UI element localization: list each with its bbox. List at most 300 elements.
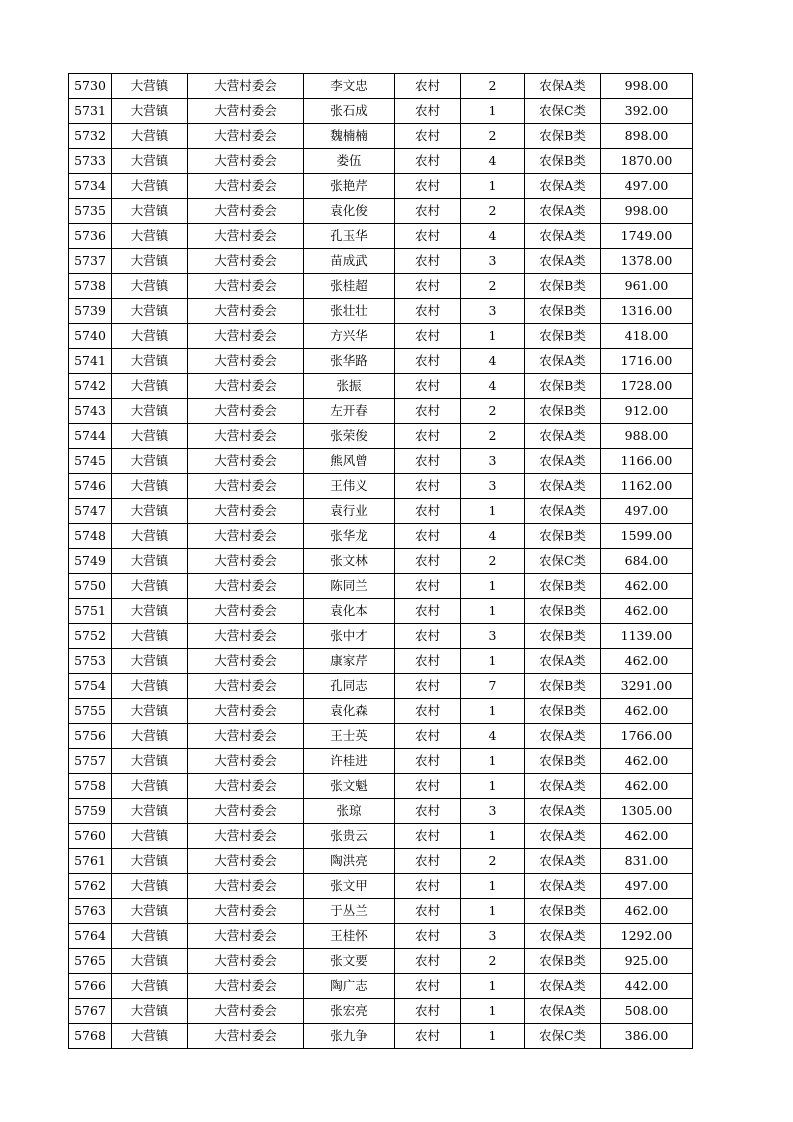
- cell-household-type: 农村: [395, 424, 461, 449]
- cell-person-count: 4: [461, 224, 525, 249]
- cell-person-count: 2: [461, 424, 525, 449]
- cell-name: 张贵云: [304, 824, 395, 849]
- cell-amount: 462.00: [601, 749, 693, 774]
- cell-name: 张华龙: [304, 524, 395, 549]
- cell-village: 大营村委会: [188, 974, 304, 999]
- cell-person-count: 1: [461, 499, 525, 524]
- cell-serial-number: 5743: [69, 399, 112, 424]
- cell-person-count: 1: [461, 1024, 525, 1049]
- cell-village: 大营村委会: [188, 74, 304, 99]
- cell-amount: 925.00: [601, 949, 693, 974]
- cell-household-type: 农村: [395, 599, 461, 624]
- cell-village: 大营村委会: [188, 849, 304, 874]
- cell-amount: 998.00: [601, 74, 693, 99]
- cell-serial-number: 5744: [69, 424, 112, 449]
- cell-village: 大营村委会: [188, 324, 304, 349]
- cell-name: 张艳芹: [304, 174, 395, 199]
- cell-amount: 1378.00: [601, 249, 693, 274]
- table-row: [69, 1024, 693, 1049]
- table-row: [69, 124, 693, 149]
- cell-household-type: 农村: [395, 749, 461, 774]
- cell-person-count: 4: [461, 349, 525, 374]
- cell-serial-number: 5756: [69, 724, 112, 749]
- cell-household-type: 农村: [395, 374, 461, 399]
- table-row: [69, 274, 693, 299]
- cell-name: 左开春: [304, 399, 395, 424]
- cell-household-type: 农村: [395, 299, 461, 324]
- cell-amount: 1716.00: [601, 349, 693, 374]
- cell-serial-number: 5736: [69, 224, 112, 249]
- cell-category: 农保A类: [525, 74, 601, 99]
- cell-category: 农保B类: [525, 574, 601, 599]
- cell-category: 农保B类: [525, 274, 601, 299]
- cell-town: 大营镇: [112, 899, 188, 924]
- cell-household-type: 农村: [395, 399, 461, 424]
- table-row: [69, 399, 693, 424]
- cell-village: 大营村委会: [188, 899, 304, 924]
- cell-household-type: 农村: [395, 874, 461, 899]
- cell-category: 农保B类: [525, 674, 601, 699]
- cell-serial-number: 5764: [69, 924, 112, 949]
- table-row: [69, 999, 693, 1024]
- cell-amount: 462.00: [601, 599, 693, 624]
- table-row: [69, 474, 693, 499]
- cell-category: 农保B类: [525, 149, 601, 174]
- cell-village: 大营村委会: [188, 699, 304, 724]
- cell-name: 王士英: [304, 724, 395, 749]
- table-row: [69, 74, 693, 99]
- cell-category: 农保B类: [525, 949, 601, 974]
- table-row: [69, 724, 693, 749]
- cell-name: 张中才: [304, 624, 395, 649]
- cell-town: 大营镇: [112, 399, 188, 424]
- table-row: [69, 824, 693, 849]
- cell-person-count: 2: [461, 199, 525, 224]
- cell-household-type: 农村: [395, 824, 461, 849]
- cell-amount: 1316.00: [601, 299, 693, 324]
- cell-amount: 497.00: [601, 499, 693, 524]
- cell-village: 大营村委会: [188, 299, 304, 324]
- cell-town: 大营镇: [112, 849, 188, 874]
- cell-name: 熊风曾: [304, 449, 395, 474]
- cell-category: 农保A类: [525, 999, 601, 1024]
- cell-category: 农保B类: [525, 374, 601, 399]
- table-row: [69, 649, 693, 674]
- cell-name: 许桂进: [304, 749, 395, 774]
- cell-household-type: 农村: [395, 674, 461, 699]
- cell-village: 大营村委会: [188, 499, 304, 524]
- cell-name: 张九争: [304, 1024, 395, 1049]
- cell-person-count: 1: [461, 649, 525, 674]
- cell-category: 农保B类: [525, 524, 601, 549]
- cell-serial-number: 5745: [69, 449, 112, 474]
- cell-category: 农保A类: [525, 474, 601, 499]
- table-row: [69, 574, 693, 599]
- cell-household-type: 农村: [395, 1024, 461, 1049]
- cell-serial-number: 5752: [69, 624, 112, 649]
- cell-amount: 418.00: [601, 324, 693, 349]
- cell-person-count: 3: [461, 299, 525, 324]
- cell-town: 大营镇: [112, 1024, 188, 1049]
- cell-town: 大营镇: [112, 424, 188, 449]
- cell-village: 大营村委会: [188, 874, 304, 899]
- cell-household-type: 农村: [395, 124, 461, 149]
- cell-household-type: 农村: [395, 449, 461, 474]
- cell-town: 大营镇: [112, 724, 188, 749]
- cell-amount: 1599.00: [601, 524, 693, 549]
- cell-town: 大营镇: [112, 624, 188, 649]
- cell-serial-number: 5760: [69, 824, 112, 849]
- cell-town: 大营镇: [112, 374, 188, 399]
- cell-name: 方兴华: [304, 324, 395, 349]
- cell-serial-number: 5754: [69, 674, 112, 699]
- cell-village: 大营村委会: [188, 149, 304, 174]
- cell-category: 农保A类: [525, 724, 601, 749]
- cell-household-type: 农村: [395, 324, 461, 349]
- cell-household-type: 农村: [395, 224, 461, 249]
- cell-category: 农保A类: [525, 974, 601, 999]
- cell-serial-number: 5733: [69, 149, 112, 174]
- cell-household-type: 农村: [395, 574, 461, 599]
- cell-amount: 462.00: [601, 649, 693, 674]
- cell-household-type: 农村: [395, 474, 461, 499]
- table-row: [69, 299, 693, 324]
- cell-household-type: 农村: [395, 999, 461, 1024]
- cell-name: 张石成: [304, 99, 395, 124]
- cell-village: 大营村委会: [188, 99, 304, 124]
- cell-village: 大营村委会: [188, 524, 304, 549]
- cell-amount: 1766.00: [601, 724, 693, 749]
- table-row: [69, 974, 693, 999]
- cell-category: 农保A类: [525, 924, 601, 949]
- cell-household-type: 农村: [395, 649, 461, 674]
- cell-serial-number: 5755: [69, 699, 112, 724]
- cell-category: 农保A类: [525, 224, 601, 249]
- table-row: [69, 899, 693, 924]
- cell-name: 陈同兰: [304, 574, 395, 599]
- cell-category: 农保A类: [525, 249, 601, 274]
- cell-category: 农保A类: [525, 349, 601, 374]
- cell-household-type: 农村: [395, 349, 461, 374]
- cell-person-count: 4: [461, 724, 525, 749]
- cell-village: 大营村委会: [188, 374, 304, 399]
- cell-town: 大营镇: [112, 74, 188, 99]
- cell-household-type: 农村: [395, 849, 461, 874]
- cell-town: 大营镇: [112, 224, 188, 249]
- cell-name: 娄伍: [304, 149, 395, 174]
- cell-town: 大营镇: [112, 149, 188, 174]
- cell-household-type: 农村: [395, 149, 461, 174]
- cell-amount: 386.00: [601, 1024, 693, 1049]
- cell-household-type: 农村: [395, 699, 461, 724]
- cell-amount: 462.00: [601, 899, 693, 924]
- cell-serial-number: 5767: [69, 999, 112, 1024]
- cell-town: 大营镇: [112, 924, 188, 949]
- cell-amount: 462.00: [601, 774, 693, 799]
- table-row: [69, 249, 693, 274]
- cell-category: 农保B类: [525, 624, 601, 649]
- cell-category: 农保B类: [525, 124, 601, 149]
- cell-household-type: 农村: [395, 799, 461, 824]
- cell-person-count: 3: [461, 799, 525, 824]
- cell-amount: 1870.00: [601, 149, 693, 174]
- table-row: [69, 799, 693, 824]
- cell-category: 农保B类: [525, 399, 601, 424]
- cell-category: 农保B类: [525, 699, 601, 724]
- cell-town: 大营镇: [112, 649, 188, 674]
- cell-household-type: 农村: [395, 774, 461, 799]
- cell-category: 农保B类: [525, 899, 601, 924]
- cell-amount: 998.00: [601, 199, 693, 224]
- cell-village: 大营村委会: [188, 949, 304, 974]
- cell-village: 大营村委会: [188, 574, 304, 599]
- cell-name: 袁化俊: [304, 199, 395, 224]
- cell-village: 大营村委会: [188, 124, 304, 149]
- cell-town: 大营镇: [112, 974, 188, 999]
- cell-person-count: 4: [461, 374, 525, 399]
- cell-person-count: 1: [461, 599, 525, 624]
- cell-serial-number: 5738: [69, 274, 112, 299]
- cell-serial-number: 5740: [69, 324, 112, 349]
- cell-village: 大营村委会: [188, 999, 304, 1024]
- cell-category: 农保B类: [525, 599, 601, 624]
- cell-serial-number: 5751: [69, 599, 112, 624]
- cell-person-count: 4: [461, 149, 525, 174]
- cell-name: 张荣俊: [304, 424, 395, 449]
- cell-person-count: 2: [461, 74, 525, 99]
- cell-village: 大营村委会: [188, 424, 304, 449]
- cell-town: 大营镇: [112, 499, 188, 524]
- cell-name: 张壮壮: [304, 299, 395, 324]
- cell-amount: 3291.00: [601, 674, 693, 699]
- cell-category: 农保C类: [525, 99, 601, 124]
- cell-amount: 898.00: [601, 124, 693, 149]
- cell-village: 大营村委会: [188, 274, 304, 299]
- cell-category: 农保A类: [525, 824, 601, 849]
- cell-village: 大营村委会: [188, 1024, 304, 1049]
- cell-person-count: 3: [461, 924, 525, 949]
- cell-town: 大营镇: [112, 549, 188, 574]
- cell-serial-number: 5750: [69, 574, 112, 599]
- cell-person-count: 3: [461, 249, 525, 274]
- cell-person-count: 1: [461, 874, 525, 899]
- cell-person-count: 1: [461, 749, 525, 774]
- cell-serial-number: 5758: [69, 774, 112, 799]
- cell-village: 大营村委会: [188, 474, 304, 499]
- table-row: [69, 749, 693, 774]
- cell-person-count: 1: [461, 99, 525, 124]
- cell-town: 大营镇: [112, 749, 188, 774]
- cell-town: 大营镇: [112, 699, 188, 724]
- cell-amount: 497.00: [601, 874, 693, 899]
- cell-household-type: 农村: [395, 499, 461, 524]
- cell-town: 大营镇: [112, 599, 188, 624]
- cell-person-count: 1: [461, 824, 525, 849]
- table-row: [69, 874, 693, 899]
- cell-household-type: 农村: [395, 724, 461, 749]
- cell-name: 张振: [304, 374, 395, 399]
- cell-household-type: 农村: [395, 899, 461, 924]
- cell-category: 农保C类: [525, 549, 601, 574]
- table-row: [69, 199, 693, 224]
- cell-household-type: 农村: [395, 99, 461, 124]
- cell-amount: 462.00: [601, 699, 693, 724]
- cell-category: 农保A类: [525, 499, 601, 524]
- cell-serial-number: 5762: [69, 874, 112, 899]
- cell-serial-number: 5741: [69, 349, 112, 374]
- cell-person-count: 3: [461, 624, 525, 649]
- cell-amount: 1749.00: [601, 224, 693, 249]
- cell-town: 大营镇: [112, 949, 188, 974]
- cell-name: 孔同志: [304, 674, 395, 699]
- cell-name: 于丛兰: [304, 899, 395, 924]
- cell-town: 大营镇: [112, 324, 188, 349]
- cell-village: 大营村委会: [188, 399, 304, 424]
- cell-category: 农保A类: [525, 774, 601, 799]
- cell-person-count: 3: [461, 474, 525, 499]
- cell-category: 农保A类: [525, 874, 601, 899]
- table-body: [69, 74, 693, 1049]
- cell-town: 大营镇: [112, 474, 188, 499]
- cell-category: 农保A类: [525, 799, 601, 824]
- cell-town: 大营镇: [112, 449, 188, 474]
- cell-name: 孔玉华: [304, 224, 395, 249]
- cell-name: 张文林: [304, 549, 395, 574]
- cell-category: 农保A类: [525, 174, 601, 199]
- table-row: [69, 549, 693, 574]
- cell-amount: 988.00: [601, 424, 693, 449]
- cell-village: 大营村委会: [188, 599, 304, 624]
- cell-town: 大营镇: [112, 274, 188, 299]
- cell-person-count: 1: [461, 974, 525, 999]
- cell-serial-number: 5765: [69, 949, 112, 974]
- cell-person-count: 2: [461, 124, 525, 149]
- cell-person-count: 2: [461, 849, 525, 874]
- cell-name: 康家芹: [304, 649, 395, 674]
- cell-name: 张桂超: [304, 274, 395, 299]
- cell-household-type: 农村: [395, 924, 461, 949]
- cell-amount: 961.00: [601, 274, 693, 299]
- cell-household-type: 农村: [395, 249, 461, 274]
- cell-amount: 1728.00: [601, 374, 693, 399]
- table-row: [69, 624, 693, 649]
- cell-village: 大营村委会: [188, 774, 304, 799]
- cell-serial-number: 5766: [69, 974, 112, 999]
- cell-household-type: 农村: [395, 974, 461, 999]
- cell-village: 大营村委会: [188, 724, 304, 749]
- cell-serial-number: 5742: [69, 374, 112, 399]
- cell-town: 大营镇: [112, 574, 188, 599]
- cell-serial-number: 5749: [69, 549, 112, 574]
- cell-village: 大营村委会: [188, 174, 304, 199]
- cell-amount: 497.00: [601, 174, 693, 199]
- cell-household-type: 农村: [395, 274, 461, 299]
- cell-category: 农保A类: [525, 449, 601, 474]
- cell-serial-number: 5747: [69, 499, 112, 524]
- cell-person-count: 3: [461, 449, 525, 474]
- table-row: [69, 924, 693, 949]
- cell-serial-number: 5739: [69, 299, 112, 324]
- table-row: [69, 99, 693, 124]
- cell-village: 大营村委会: [188, 224, 304, 249]
- cell-serial-number: 5735: [69, 199, 112, 224]
- cell-amount: 392.00: [601, 99, 693, 124]
- cell-serial-number: 5757: [69, 749, 112, 774]
- cell-town: 大营镇: [112, 824, 188, 849]
- cell-name: 王伟义: [304, 474, 395, 499]
- cell-household-type: 农村: [395, 199, 461, 224]
- cell-town: 大营镇: [112, 99, 188, 124]
- cell-amount: 442.00: [601, 974, 693, 999]
- cell-name: 袁化森: [304, 699, 395, 724]
- cell-person-count: 1: [461, 574, 525, 599]
- cell-serial-number: 5759: [69, 799, 112, 824]
- cell-town: 大营镇: [112, 249, 188, 274]
- cell-category: 农保C类: [525, 1024, 601, 1049]
- cell-town: 大营镇: [112, 299, 188, 324]
- cell-person-count: 2: [461, 949, 525, 974]
- table-row: [69, 849, 693, 874]
- cell-name: 张文甲: [304, 874, 395, 899]
- cell-household-type: 农村: [395, 624, 461, 649]
- cell-amount: 831.00: [601, 849, 693, 874]
- cell-amount: 508.00: [601, 999, 693, 1024]
- cell-person-count: 1: [461, 999, 525, 1024]
- cell-name: 魏楠楠: [304, 124, 395, 149]
- cell-town: 大营镇: [112, 524, 188, 549]
- cell-amount: 1162.00: [601, 474, 693, 499]
- cell-town: 大营镇: [112, 349, 188, 374]
- cell-village: 大营村委会: [188, 624, 304, 649]
- cell-amount: 1305.00: [601, 799, 693, 824]
- cell-village: 大营村委会: [188, 199, 304, 224]
- cell-person-count: 1: [461, 324, 525, 349]
- cell-category: 农保B类: [525, 299, 601, 324]
- cell-village: 大营村委会: [188, 249, 304, 274]
- table-row: [69, 674, 693, 699]
- cell-name: 陶广志: [304, 974, 395, 999]
- cell-village: 大营村委会: [188, 674, 304, 699]
- cell-category: 农保A类: [525, 199, 601, 224]
- cell-category: 农保B类: [525, 324, 601, 349]
- cell-person-count: 4: [461, 524, 525, 549]
- table-row: [69, 949, 693, 974]
- cell-town: 大营镇: [112, 674, 188, 699]
- cell-amount: 462.00: [601, 824, 693, 849]
- table-row: [69, 449, 693, 474]
- cell-category: 农保A类: [525, 424, 601, 449]
- cell-serial-number: 5768: [69, 1024, 112, 1049]
- cell-serial-number: 5734: [69, 174, 112, 199]
- cell-village: 大营村委会: [188, 799, 304, 824]
- cell-town: 大营镇: [112, 799, 188, 824]
- cell-name: 张宏亮: [304, 999, 395, 1024]
- cell-household-type: 农村: [395, 949, 461, 974]
- cell-amount: 684.00: [601, 549, 693, 574]
- table-row: [69, 374, 693, 399]
- cell-town: 大营镇: [112, 174, 188, 199]
- cell-person-count: 2: [461, 549, 525, 574]
- table-row: [69, 699, 693, 724]
- cell-village: 大营村委会: [188, 924, 304, 949]
- cell-village: 大营村委会: [188, 349, 304, 374]
- cell-name: 张文魁: [304, 774, 395, 799]
- cell-amount: 1292.00: [601, 924, 693, 949]
- table-row: [69, 524, 693, 549]
- table-row: [69, 424, 693, 449]
- cell-person-count: 1: [461, 174, 525, 199]
- cell-amount: 1166.00: [601, 449, 693, 474]
